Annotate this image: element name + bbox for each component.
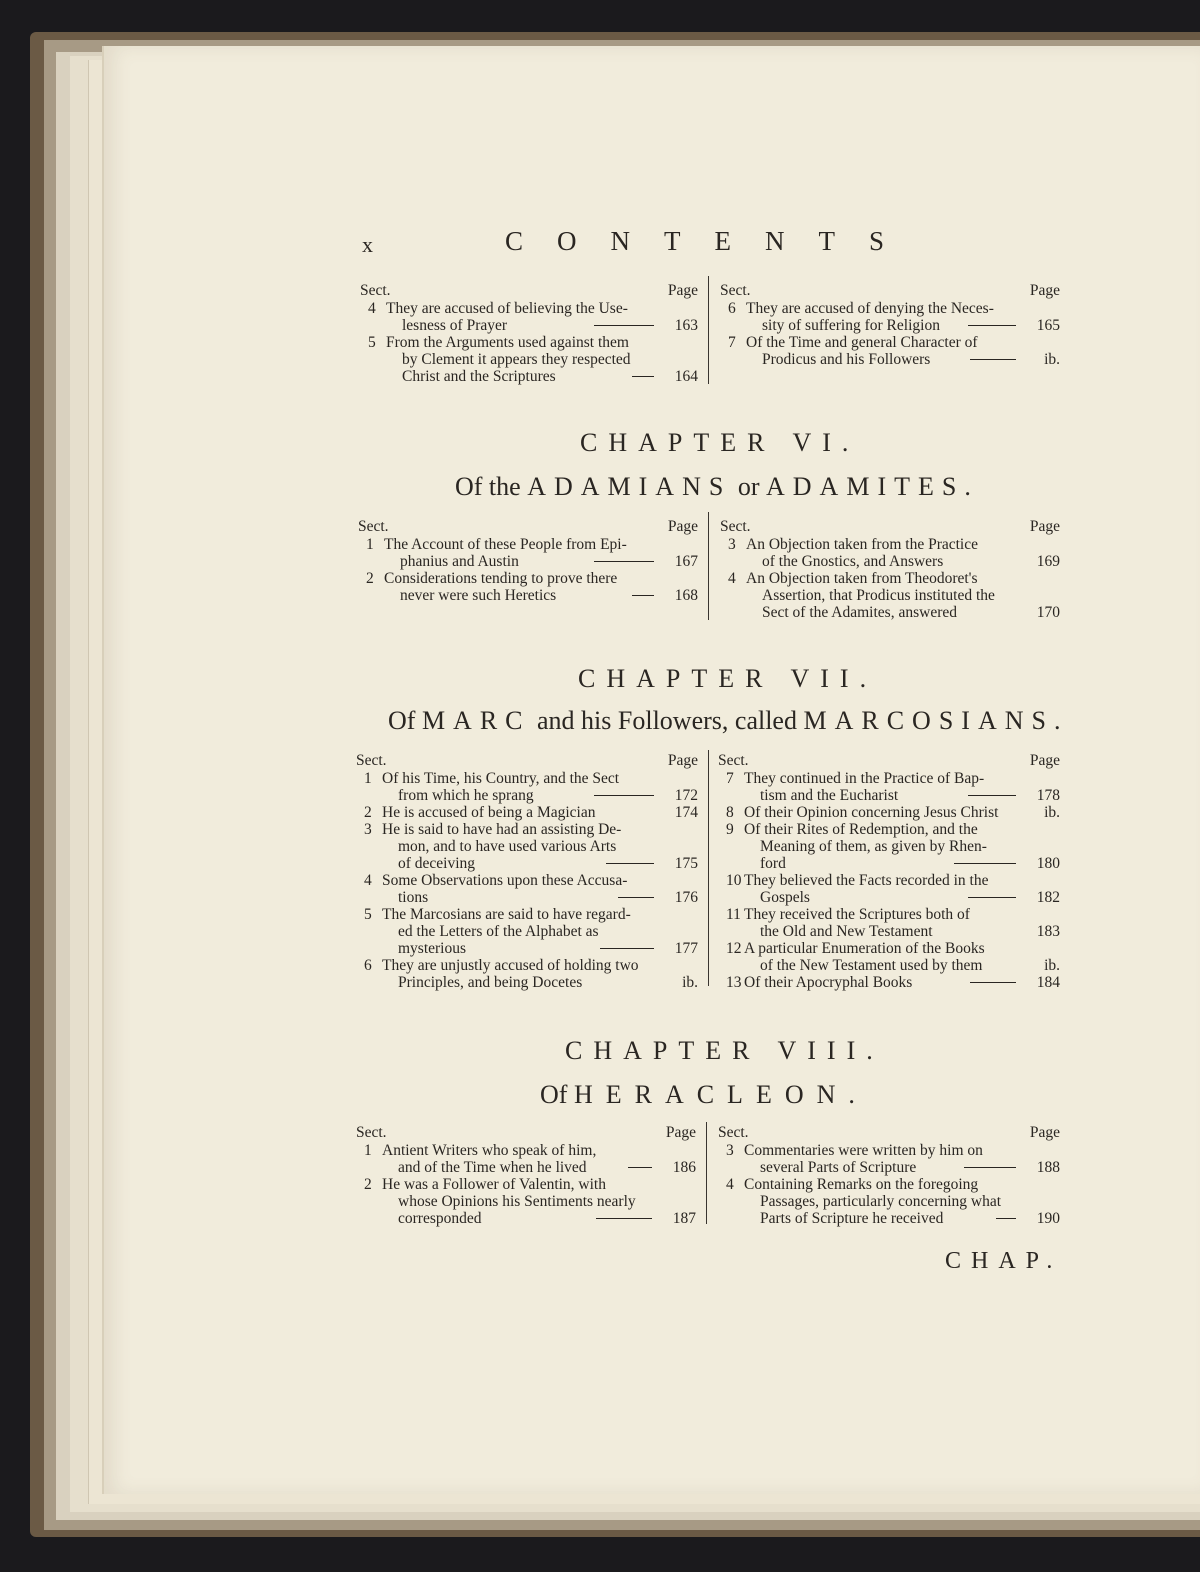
subtitle-text: Of bbox=[540, 1080, 568, 1109]
chapter-subtitle bbox=[388, 706, 1068, 736]
section-number: 13 bbox=[726, 974, 742, 991]
subtitle-text: Of bbox=[388, 706, 416, 735]
entry-text: Christ and the Scriptures bbox=[402, 368, 556, 385]
page-number: ib. bbox=[1044, 351, 1060, 368]
page-number: 176 bbox=[674, 889, 698, 906]
entry-text: Gospels bbox=[760, 889, 810, 906]
toc-entry-line bbox=[356, 940, 698, 957]
page-number: 182 bbox=[1036, 889, 1060, 906]
toc-column-right bbox=[718, 1124, 1060, 1227]
entry-text: tism and the Eucharist bbox=[760, 787, 899, 804]
toc-entry-line bbox=[718, 940, 1060, 957]
toc-entry-line bbox=[718, 872, 1060, 889]
toc-entry-line bbox=[718, 974, 1060, 991]
leader-rule bbox=[594, 325, 654, 326]
entry-text: An Objection taken from the Practice bbox=[746, 536, 978, 553]
page-number: 188 bbox=[1036, 1159, 1060, 1176]
section-number: 11 bbox=[726, 906, 741, 923]
leader-rule bbox=[628, 1167, 652, 1168]
toc-entry-line bbox=[356, 1142, 696, 1159]
column-header bbox=[358, 518, 698, 535]
page-number: 174 bbox=[674, 804, 698, 821]
entry-text: He is accused of being a Magician bbox=[382, 804, 596, 821]
section-number: 12 bbox=[726, 940, 742, 957]
entry-text: phanius and Austin bbox=[400, 553, 519, 570]
toc-entry-line bbox=[358, 553, 698, 570]
leader-rule bbox=[970, 982, 1016, 983]
toc-entry-line bbox=[718, 804, 1060, 821]
page-label: Page bbox=[665, 1124, 696, 1141]
column-divider bbox=[708, 512, 709, 620]
toc-entry-line bbox=[360, 368, 698, 385]
page-label: Page bbox=[667, 752, 698, 769]
toc-entry-line bbox=[718, 1176, 1060, 1193]
toc-entry-line bbox=[718, 855, 1060, 872]
leader-rule bbox=[606, 863, 654, 864]
leader-rule bbox=[964, 1167, 1016, 1168]
leader-rule bbox=[954, 863, 1016, 864]
section-number: 8 bbox=[726, 804, 734, 821]
toc-column-right bbox=[720, 282, 1060, 368]
section-number: 6 bbox=[364, 957, 372, 974]
toc-entry-line bbox=[356, 770, 698, 787]
sect-label: Sect. bbox=[356, 1124, 387, 1141]
toc-entry-line bbox=[360, 300, 698, 317]
section-number: 2 bbox=[364, 804, 372, 821]
column-header bbox=[356, 752, 698, 769]
entry-text: Some Observations upon these Accusa- bbox=[382, 872, 628, 889]
entry-text: They are unjustly accused of holding two bbox=[382, 957, 639, 974]
leader-rule bbox=[632, 595, 654, 596]
section-number: 4 bbox=[368, 300, 376, 317]
leader-rule bbox=[618, 897, 654, 898]
toc-entry-line bbox=[718, 1159, 1060, 1176]
entry-text: They are accused of believing the Use- bbox=[386, 300, 628, 317]
chapter-heading: CHAPTER VIII. bbox=[565, 1036, 884, 1065]
section-number: 4 bbox=[728, 570, 736, 587]
section-number: 7 bbox=[728, 334, 736, 351]
entry-text: Assertion, that Prodicus instituted the bbox=[762, 587, 995, 604]
page-number: 186 bbox=[672, 1159, 696, 1176]
chapter-heading: CHAPTER VII. bbox=[578, 664, 878, 693]
section-number: 3 bbox=[728, 536, 736, 553]
entry-text: Antient Writers who speak of him, bbox=[382, 1142, 597, 1159]
sect-label: Sect. bbox=[718, 752, 749, 769]
entry-text: Parts of Scripture he received bbox=[760, 1210, 944, 1227]
toc-entry-line bbox=[360, 351, 698, 368]
section-number: 2 bbox=[366, 570, 374, 587]
entry-text: by Clement it appears they respected bbox=[402, 351, 631, 368]
sect-label: Sect. bbox=[360, 282, 391, 299]
toc-entry-line bbox=[356, 1176, 696, 1193]
toc-column-left bbox=[356, 1124, 696, 1227]
entry-text: of deceiving bbox=[398, 855, 476, 872]
entry-text: From the Arguments used against them bbox=[386, 334, 629, 351]
subtitle-name: ADAMITES. bbox=[766, 472, 979, 501]
page-number: 170 bbox=[1036, 604, 1060, 621]
section-number: 5 bbox=[368, 334, 376, 351]
column-divider bbox=[708, 276, 709, 384]
section-number: 1 bbox=[364, 770, 372, 787]
sect-label: Sect. bbox=[720, 518, 751, 535]
toc-entry-line bbox=[720, 334, 1060, 351]
page-number: 165 bbox=[1036, 317, 1060, 334]
toc-entry-line bbox=[718, 838, 1060, 855]
page-number: 167 bbox=[674, 553, 698, 570]
entry-text: They received the Scriptures both of bbox=[744, 906, 970, 923]
section-number: 4 bbox=[726, 1176, 734, 1193]
section-number: 4 bbox=[364, 872, 372, 889]
toc-entry-line bbox=[358, 570, 698, 587]
page-number: 175 bbox=[674, 855, 698, 872]
leader-rule bbox=[968, 795, 1016, 796]
entry-text: Of their Rites of Redemption, and the bbox=[744, 821, 978, 838]
toc-column-right bbox=[720, 518, 1060, 621]
toc-entry-line bbox=[356, 1210, 696, 1227]
toc-entry-line bbox=[356, 957, 698, 974]
toc-entry-line bbox=[720, 587, 1060, 604]
section-number: 3 bbox=[364, 821, 372, 838]
sect-label: Sect. bbox=[356, 752, 387, 769]
page-number: 190 bbox=[1036, 1210, 1060, 1227]
entry-text: corresponded bbox=[398, 1210, 482, 1227]
toc-column-left bbox=[356, 752, 698, 991]
entry-text: They believed the Facts recorded in the bbox=[744, 872, 989, 889]
toc-entry-line bbox=[720, 536, 1060, 553]
toc-entry-line bbox=[718, 821, 1060, 838]
folio-number: x bbox=[362, 232, 373, 257]
column-header bbox=[720, 282, 1060, 299]
toc-entry-line bbox=[356, 821, 698, 838]
chapter-heading: CHAPTER VI. bbox=[580, 428, 860, 457]
toc-entry-line bbox=[720, 317, 1060, 334]
toc-entry-line bbox=[718, 923, 1060, 940]
toc-column-left bbox=[360, 282, 698, 385]
subtitle-name: MARC bbox=[421, 706, 531, 735]
entry-text: Principles, and being Docetes bbox=[398, 974, 583, 991]
entry-text: They continued in the Practice of Bap- bbox=[744, 770, 985, 787]
toc-entry-line bbox=[718, 889, 1060, 906]
entry-text: Considerations tending to prove there bbox=[384, 570, 618, 587]
toc-entry-line bbox=[718, 1142, 1060, 1159]
column-divider bbox=[706, 1122, 707, 1224]
entry-text: A particular Enumeration of the Books bbox=[744, 940, 985, 957]
page-number: ib. bbox=[1044, 957, 1060, 974]
toc-entry-line bbox=[358, 587, 698, 604]
subtitle-text: and his Followers, called bbox=[537, 706, 797, 735]
column-divider bbox=[708, 750, 709, 986]
chapter-subtitle bbox=[455, 472, 979, 502]
entry-text: never were such Heretics bbox=[400, 587, 557, 604]
page-number: 187 bbox=[672, 1210, 696, 1227]
leader-rule bbox=[968, 897, 1016, 898]
toc-entry-line bbox=[356, 906, 698, 923]
entry-text: Meaning of them, as given by Rhen- bbox=[760, 838, 987, 855]
toc-entry-line bbox=[718, 906, 1060, 923]
entry-text: mon, and to have used various Arts bbox=[398, 838, 617, 855]
toc-entry-line bbox=[358, 536, 698, 553]
column-header bbox=[720, 518, 1060, 535]
entry-text: tions bbox=[398, 889, 429, 906]
section-number: 5 bbox=[364, 906, 372, 923]
toc-entry-line bbox=[718, 957, 1060, 974]
page-number: 168 bbox=[674, 587, 698, 604]
page-number: ib. bbox=[1044, 804, 1060, 821]
entry-text: Of their Opinion concerning Jesus Christ bbox=[744, 804, 999, 821]
catchword: CHAP. bbox=[945, 1248, 1063, 1274]
toc-entry-line bbox=[356, 1159, 696, 1176]
subtitle-name: ADAMIANS bbox=[527, 472, 732, 501]
entry-text: sity of suffering for Religion bbox=[762, 317, 940, 334]
entry-text: whose Opinions his Sentiments nearly bbox=[398, 1193, 636, 1210]
entry-text: lesness of Prayer bbox=[402, 317, 508, 334]
entry-text: Prodicus and his Followers bbox=[762, 351, 931, 368]
section-number: 7 bbox=[726, 770, 734, 787]
toc-entry-line bbox=[356, 889, 698, 906]
entry-text: Commentaries were written by him on bbox=[744, 1142, 983, 1159]
subtitle-name: HERACLEON. bbox=[573, 1080, 868, 1109]
toc-entry-line bbox=[718, 1193, 1060, 1210]
leader-rule bbox=[970, 359, 1016, 360]
entry-text: of the Gnostics, and Answers bbox=[762, 553, 944, 570]
section-number: 3 bbox=[726, 1142, 734, 1159]
entry-text: the Old and New Testament bbox=[760, 923, 933, 940]
section-number: 6 bbox=[728, 300, 736, 317]
toc-entry-line bbox=[720, 351, 1060, 368]
page-label: Page bbox=[1029, 752, 1060, 769]
page-label: Page bbox=[1029, 518, 1060, 535]
toc-entry-line bbox=[356, 804, 698, 821]
toc-entry-line bbox=[720, 553, 1060, 570]
chapter-subtitle bbox=[540, 1080, 868, 1110]
toc-entry-line bbox=[718, 1210, 1060, 1227]
page-label: Page bbox=[667, 282, 698, 299]
toc-column-left bbox=[358, 518, 698, 604]
entry-text: ed the Letters of the Alphabet as bbox=[398, 923, 599, 940]
column-header bbox=[356, 1124, 696, 1141]
entry-text: The Account of these People from Epi- bbox=[384, 536, 627, 553]
leader-rule bbox=[594, 795, 654, 796]
page-number: 183 bbox=[1036, 923, 1060, 940]
subtitle-name: MARCOSIANS. bbox=[803, 706, 1069, 735]
page-number: 177 bbox=[674, 940, 698, 957]
toc-entry-line bbox=[356, 787, 698, 804]
column-header bbox=[718, 752, 1060, 769]
entry-text: ford bbox=[760, 855, 786, 872]
entry-text: Sect of the Adamites, answered bbox=[762, 604, 957, 621]
section-number: 1 bbox=[364, 1142, 372, 1159]
entry-text: and of the Time when he lived bbox=[398, 1159, 587, 1176]
page-number: 163 bbox=[674, 317, 698, 334]
toc-entry-line bbox=[718, 787, 1060, 804]
entry-text: He was a Follower of Valentin, with bbox=[382, 1176, 606, 1193]
toc-entry-line bbox=[720, 604, 1060, 621]
page-title: CONTENTS bbox=[505, 226, 918, 256]
toc-entry-line bbox=[356, 872, 698, 889]
entry-text: Passages, particularly concerning what bbox=[760, 1193, 1002, 1210]
toc-entry-line bbox=[356, 855, 698, 872]
toc-entry-line bbox=[720, 300, 1060, 317]
toc-entry-line bbox=[720, 570, 1060, 587]
toc-entry-line bbox=[356, 923, 698, 940]
section-number: 1 bbox=[366, 536, 374, 553]
sect-label: Sect. bbox=[718, 1124, 749, 1141]
leader-rule bbox=[968, 325, 1016, 326]
page-number: 180 bbox=[1036, 855, 1060, 872]
leader-rule bbox=[594, 561, 654, 562]
entry-text: An Objection taken from Theodoret's bbox=[746, 570, 978, 587]
leader-rule bbox=[600, 948, 654, 949]
toc-entry-line bbox=[718, 770, 1060, 787]
sect-label: Sect. bbox=[720, 282, 751, 299]
entry-text: Of his Time, his Country, and the Sect bbox=[382, 770, 620, 787]
page-number: 169 bbox=[1036, 553, 1060, 570]
entry-text: Containing Remarks on the foregoing bbox=[744, 1176, 979, 1193]
page-label: Page bbox=[667, 518, 698, 535]
page-label: Page bbox=[1029, 282, 1060, 299]
section-number: 10 bbox=[726, 872, 742, 889]
entry-text: He is said to have had an assisting De- bbox=[382, 821, 622, 838]
toc-entry-line bbox=[360, 334, 698, 351]
entry-text: The Marcosians are said to have regard- bbox=[382, 906, 631, 923]
section-number: 2 bbox=[364, 1176, 372, 1193]
sect-label: Sect. bbox=[358, 518, 389, 535]
entry-text: several Parts of Scripture bbox=[760, 1159, 917, 1176]
leader-rule bbox=[596, 1218, 652, 1219]
section-number: 9 bbox=[726, 821, 734, 838]
entry-text: Of the Time and general Character of bbox=[746, 334, 978, 351]
page-number: 184 bbox=[1036, 974, 1060, 991]
entry-text: They are accused of denying the Neces- bbox=[746, 300, 994, 317]
page-number: 164 bbox=[674, 368, 698, 385]
page-number: 178 bbox=[1036, 787, 1060, 804]
column-header bbox=[718, 1124, 1060, 1141]
toc-entry-line bbox=[356, 838, 698, 855]
entry-text: mysterious bbox=[398, 940, 467, 957]
entry-text: of the New Testament used by them bbox=[760, 957, 983, 974]
toc-entry-line bbox=[360, 317, 698, 334]
entry-text: from which he sprang bbox=[398, 787, 534, 804]
entry-text: Of their Apocryphal Books bbox=[744, 974, 913, 991]
toc-entry-line bbox=[356, 974, 698, 991]
column-header bbox=[360, 282, 698, 299]
subtitle-text: or bbox=[737, 472, 760, 501]
leader-rule bbox=[996, 1218, 1016, 1219]
subtitle-text: Of the bbox=[455, 472, 521, 501]
page-label: Page bbox=[1029, 1124, 1060, 1141]
toc-column-right bbox=[718, 752, 1060, 991]
page-number: ib. bbox=[682, 974, 698, 991]
page-number: 172 bbox=[674, 787, 698, 804]
leader-rule bbox=[632, 376, 654, 377]
toc-entry-line bbox=[356, 1193, 696, 1210]
